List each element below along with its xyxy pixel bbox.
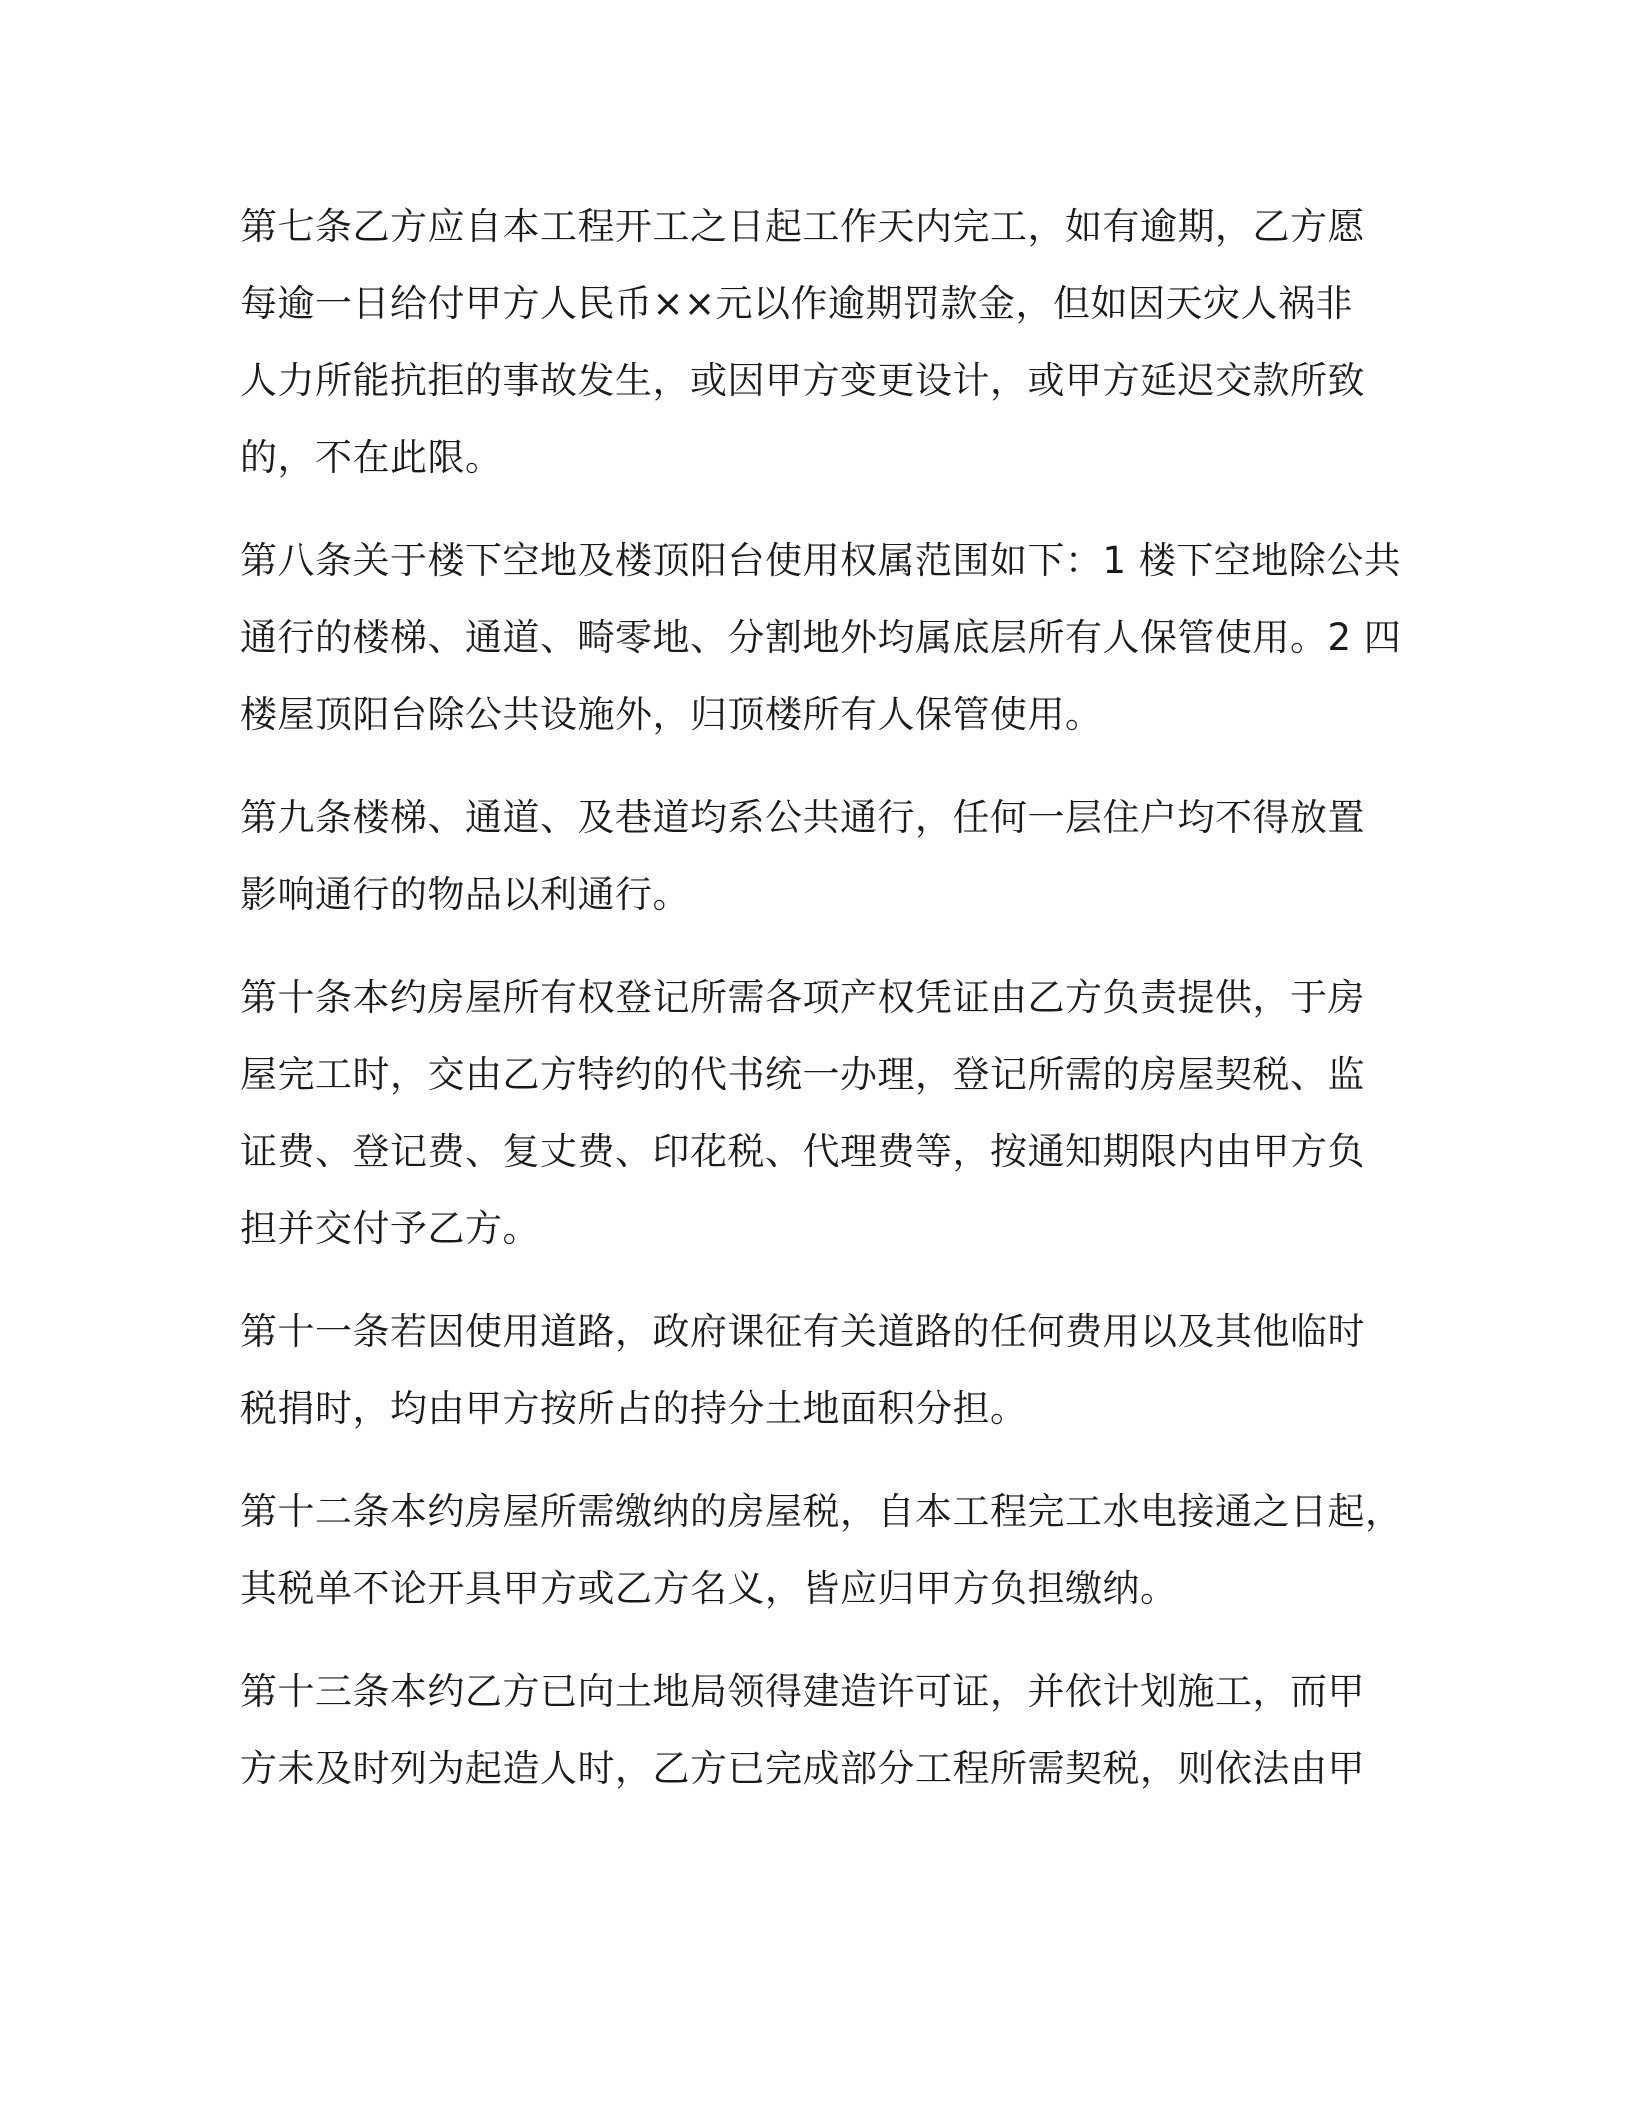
article-7-paragraph <box>240 188 1400 496</box>
article-13-paragraph <box>240 1653 1400 1807</box>
text-line: 担并交付予乙方。 <box>240 1207 540 1250</box>
article-8-paragraph <box>240 522 1400 753</box>
text-line: 第七条乙方应自本工程开工之日起工作天内完工，如有逾期，乙方愿 <box>240 205 1365 248</box>
text-line: 证费、登记费、复丈费、印花税、代理费等，按通知期限内由甲方负 <box>240 1130 1365 1173</box>
text-line: 楼屋顶阳台除公共设施外，归顶楼所有人保管使用。 <box>240 693 1103 736</box>
text-line: 人力所能抗拒的事故发生，或因甲方变更设计，或甲方延迟交款所致 <box>240 359 1365 402</box>
text-line: 方未及时列为起造人时，乙方已完成部分工程所需契税，则依法由甲 <box>240 1747 1365 1790</box>
text-line: 其税单不论开具甲方或乙方名义，皆应归甲方负担缴纳。 <box>240 1567 1178 1610</box>
text-line: 影响通行的物品以利通行。 <box>240 873 690 916</box>
text-line: 第十一条若因使用道路，政府课征有关道路的任何费用以及其他临时 <box>240 1310 1365 1353</box>
text-line: 税捐时，均由甲方按所占的持分土地面积分担。 <box>240 1387 1028 1430</box>
text-line: 屋完工时，交由乙方特约的代书统一办理，登记所需的房屋契税、监 <box>240 1053 1365 1096</box>
text-line: 每逾一日给付甲方人民币××元以作逾期罚款金，但如因天灾人祸非 <box>240 282 1354 325</box>
article-12-paragraph <box>240 1473 1403 1627</box>
text-line: 第九条楼梯、通道、及巷道均系公共通行，任何一层住户均不得放置 <box>240 796 1365 839</box>
text-line: 第八条关于楼下空地及楼顶阳台使用权属范围如下：1 楼下空地除公共 <box>240 539 1402 582</box>
text-line: 通行的楼梯、通道、畸零地、分割地外均属底层所有人保管使用。2 四 <box>240 616 1402 659</box>
text-line: 第十二条本约房屋所需缴纳的房屋税，自本工程完工水电接通之日起， <box>240 1490 1403 1533</box>
article-11-paragraph <box>240 1293 1400 1447</box>
text-line: 第十条本约房屋所有权登记所需各项产权凭证由乙方负责提供，于房 <box>240 976 1365 1019</box>
article-10-paragraph <box>240 959 1400 1267</box>
article-9-paragraph <box>240 779 1400 933</box>
text-line: 第十三条本约乙方已向土地局领得建造许可证，并依计划施工，而甲 <box>240 1670 1365 1713</box>
document-body <box>240 188 1403 1833</box>
text-line: 的，不在此限。 <box>240 436 503 479</box>
